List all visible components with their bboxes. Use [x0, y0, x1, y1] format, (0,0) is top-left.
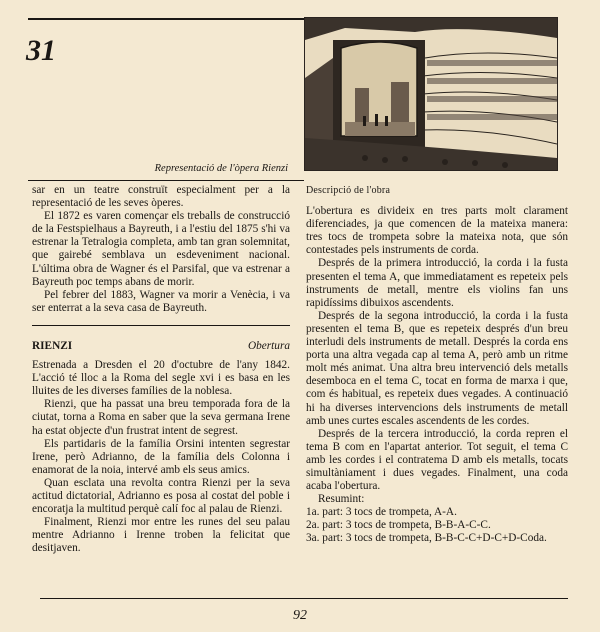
body-paragraph: Després de la primera introducció, la corda i la fusta presenten el tema A, que immediatament es repeteix pels instruments de metall, mentre els violins fan uns rapidíssims dibuixos ascendents. — [306, 257, 568, 309]
body-paragraph: Després de la segona introducció, la corda i la fusta presenten el tema B, que es repeteix després d'un breu interludi dels instruments de metall. Després la corda ens porta una altra vegada cap al tema A, però amb un ritme molt més animat. Una altra breu intervenció dels metalls desemboca en el tema C, tocat en forma de marxa i que, com és habitual, es repeteix dues vegades. A continuació hi ha diverses intervencions dels instruments de metall amb unes curtes escales ascendents de les cordes. — [306, 309, 568, 427]
summary-line: 3a. part: 3 tocs de trompeta, B-B-C-C+D-C+D-Coda. — [306, 532, 547, 545]
summary-line: 2a. part: 3 tocs de trompeta, B-B-A-C-C. — [306, 519, 491, 532]
body-paragraph: Finalment, Rienzi mor entre les runes del seu palau mentre Adrianno i Irenne troben la felicitat que desitjaven. — [32, 516, 290, 555]
section-subtitle: Obertura — [247, 339, 290, 352]
right-column — [306, 184, 568, 546]
caption-rule — [28, 180, 304, 181]
bottom-rule — [40, 598, 568, 599]
body-paragraph: sar en un teatre construït especialment per a la representació de les seves òperes. — [32, 184, 290, 210]
body-paragraph: L'obertura es divideix en tres parts molt clarament diferenciades, ja que comencen de la mateixa manera: tres tocs de trompeta sobre la mateixa nota, que són contestades pels instruments de corda. — [306, 205, 568, 257]
left-column — [32, 184, 290, 555]
body-paragraph: El 1872 es varen començar els treballs de construcció de la Festspielhaus a Bayreuth, i a l'estiu del 1875 s'hi va estrenar la Tetralogia completa, amb tan gran solemnitat, que gairebé semblava un esdeveniment nacional. L'última obra de Wagner és el Parsifal, que va estrenar a Bayreuth poc temps abans de morir. — [32, 210, 290, 288]
body-paragraph: Després de la tercera introducció, la corda repren el tema B com en l'apartat anterior. Tot seguit, el tema C amb les cordes i el contratema D amb els metalls, tocats simultàniament i dues vegades. Finalment, una coda acaba l'obertura. — [306, 427, 568, 493]
chapter-number: 31 — [26, 34, 56, 67]
summary-line: 1a. part: 3 tocs de trompeta, A-A. — [306, 506, 457, 519]
opera-house-illustration — [304, 17, 558, 171]
body-paragraph: Quan esclata una revolta contra Rienzi per la seva actitud dictatorial, Adrianno es posa al costat del poble i encoratja la multitud perquè calí foc al palau de Rienzi. — [32, 476, 290, 516]
body-paragraph: Els partidaris de la família Orsini intenten segrestar Irene, però Adrianno, de la família dels Colonna i enamorat de la noia, intervé amb els seus amics. — [32, 437, 290, 476]
theatre-engraving — [305, 18, 557, 170]
summary-title: Resumint: — [318, 493, 365, 506]
section-heading: Descripció de l'obra — [306, 185, 391, 196]
section-rule — [32, 325, 290, 326]
page-number: 92 — [293, 608, 307, 623]
section-header — [32, 340, 290, 353]
top-rule — [28, 18, 304, 20]
body-paragraph: Pel febrer del 1883, Wagner va morir a Venècia, i va ser enterrat a la seva casa de Bayreuth. — [32, 288, 290, 314]
illustration-caption: Representació de l'òpera Rienzi — [154, 163, 288, 174]
body-paragraph: Estrenada a Dresden el 20 d'octubre de l'any 1842. L'acció té lloc a la Roma del segle xvi i es basa en les lluites de les diverses famílies de la noblesa. — [32, 359, 290, 398]
section-title: RIENZI — [32, 339, 73, 352]
body-paragraph: Rienzi, que ha passat una breu temporada fora de la ciutat, torna a Roma en saber que la seva germana Irene ha estat objecte d'un frustrat intent de segrest. — [32, 398, 290, 437]
